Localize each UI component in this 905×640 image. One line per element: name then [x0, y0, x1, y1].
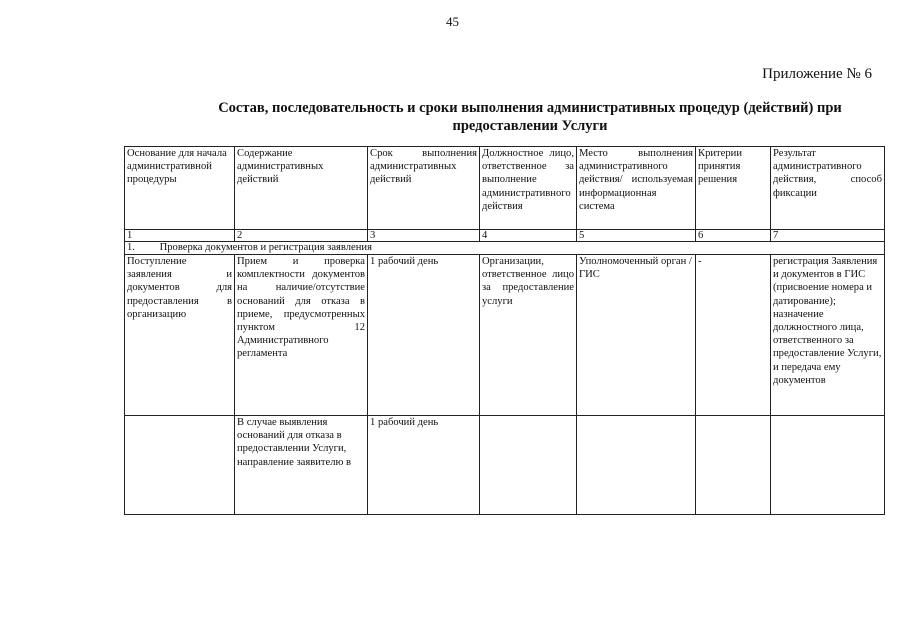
cell-basis: Поступление заявления и документов для предоставления в организацию — [125, 255, 235, 416]
column-number: 1 — [125, 230, 235, 242]
header-cell: Результат административного действия, способ фиксации — [771, 147, 885, 230]
table-row — [125, 255, 885, 416]
cell-basis — [125, 416, 235, 515]
cell-place — [577, 416, 696, 515]
column-number: 3 — [368, 230, 480, 242]
page-number: 45 — [446, 14, 459, 29]
section-heading — [125, 242, 885, 255]
column-number: 4 — [480, 230, 577, 242]
cell-term: 1 рабочий день — [368, 255, 480, 416]
header-cell: Место выполнения административного действия/ используемая информационная система — [577, 147, 696, 230]
section-title: Проверка документов и регистрация заявления — [159, 242, 372, 253]
cell-official — [480, 416, 577, 515]
document-title: Состав, последовательность и сроки выполнения административных процедур (действий) при предоставлении Услуги — [218, 100, 842, 134]
header-cell: Срок выполнения административных действий — [368, 147, 480, 230]
table-header-row — [125, 147, 885, 230]
column-number: 2 — [235, 230, 368, 242]
table-row — [125, 416, 885, 515]
section-number: 1. — [127, 242, 135, 253]
procedures-table — [124, 146, 885, 515]
column-number: 7 — [771, 230, 885, 242]
cell-term: 1 рабочий день — [368, 416, 480, 515]
cell-content: Прием и проверка комплектности документов на наличие/отсутствие оснований для отказа в приеме, предусмотренных пунктом 12 Административного регламента — [235, 255, 368, 416]
column-number: 6 — [696, 230, 771, 242]
cell-content: В случае выявления оснований для отказа в предоставлении Услуги, направление заявителю в — [235, 416, 368, 515]
header-cell: Содержание административных действий — [235, 147, 368, 230]
cell-official: Организации, ответственное лицо за предоставление услуги — [480, 255, 577, 416]
column-number-row — [125, 230, 885, 242]
header-cell: Критерии принятия решения — [696, 147, 771, 230]
header-cell: Основание для начала административной процедуры — [125, 147, 235, 230]
cell-place: Уполномоченный орган / ГИС — [577, 255, 696, 416]
cell-criteria — [696, 416, 771, 515]
cell-criteria: - — [696, 255, 771, 416]
header-cell: Должностное лицо, ответственное за выполнение административного действия — [480, 147, 577, 230]
section-row — [125, 242, 885, 255]
appendix-label: Приложение № 6 — [762, 66, 872, 82]
cell-result: регистрация Заявления и документов в ГИС (присвоение номера и датирование); назначение должностного лица, ответственного за предоставление Услуги, и передача ему документов — [771, 255, 885, 416]
column-number: 5 — [577, 230, 696, 242]
cell-result — [771, 416, 885, 515]
